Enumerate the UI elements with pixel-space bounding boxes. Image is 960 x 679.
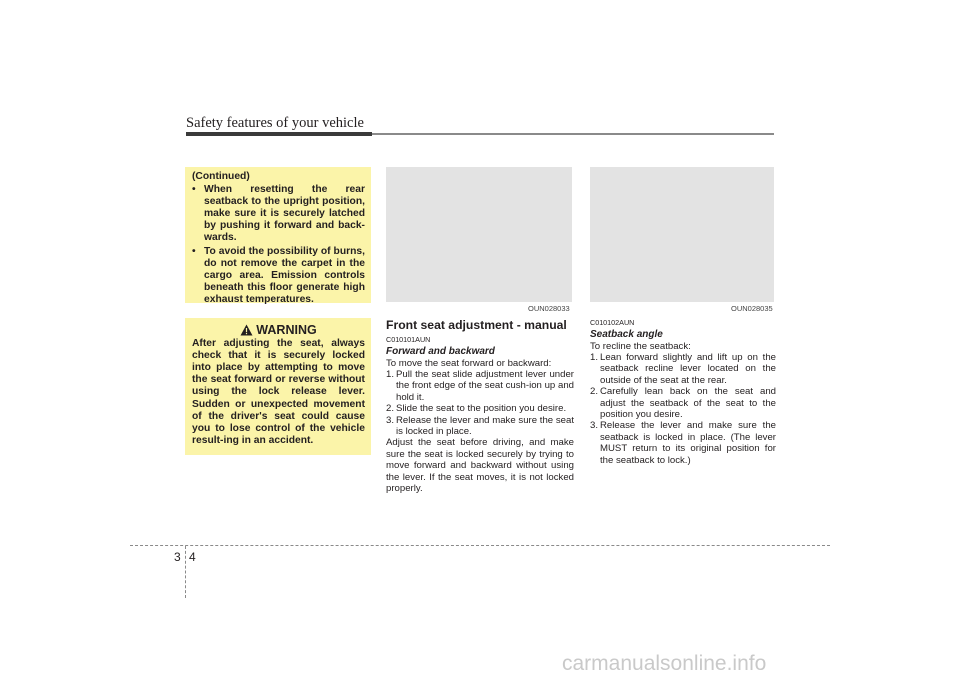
subheading: Seatback angle <box>590 329 663 340</box>
list-item <box>590 352 776 386</box>
list-text: Release the lever and make sure the seat is locked in place. <box>396 414 574 437</box>
continued-bullet-text: To avoid the possibility of burns, do not remove the carpet in the cargo area. Emission controls beneath this floor generate high exhaust temperatures. <box>204 245 365 305</box>
list-number: 2. <box>590 386 599 398</box>
section-code: C010101AUN <box>386 335 431 344</box>
list-item <box>386 415 574 438</box>
outro-paragraph: Adjust the seat before driving, and make sure the seat is locked securely by trying to move forward and backward without using the lever. If the seat moves, it is not locked properly. <box>386 437 574 494</box>
list-item <box>590 420 776 466</box>
header-rule-light <box>372 133 774 135</box>
intro-text: To recline the seatback: <box>590 340 691 352</box>
bullet-dot-icon: • <box>192 245 196 257</box>
front-seat-section <box>386 318 574 494</box>
list-number: 1. <box>590 351 599 363</box>
list-number: 3. <box>386 414 395 426</box>
page-header-title: Safety features of your vehicle <box>186 115 364 131</box>
warning-box <box>185 318 371 455</box>
list-number: 2. <box>386 403 395 415</box>
watermark: carmanualsonline.info <box>562 652 767 675</box>
figure-code: OUN028033 <box>528 304 570 313</box>
figure-front-seat-slide-image <box>386 167 572 302</box>
bullet-dot-icon: • <box>192 184 196 196</box>
continued-bullet <box>192 184 365 244</box>
subheading: Forward and backward <box>386 346 495 357</box>
chapter-number: 3 <box>174 550 181 564</box>
figure-seatback-recline-image <box>590 167 774 302</box>
continued-heading: (Continued) <box>192 171 250 182</box>
footer-divider <box>185 546 186 598</box>
continued-caution-box <box>185 167 371 303</box>
list-text: Slide the seat to the position you desire. <box>396 403 567 415</box>
page-number: 4 <box>189 550 196 564</box>
list-text: Release the lever and make sure the seatback is locked in place. (The lever MUST return to its original position for the seatback to lock.) <box>600 420 776 466</box>
list-item <box>590 386 776 420</box>
list-text: Pull the seat slide adjustment lever under the front edge of the seat cush-ion up and hold it. <box>396 368 574 403</box>
continued-bullet-text: When resetting the rear seatback to the upright position, make sure it is securely latched by pushing it forward and back-wards. <box>204 184 365 244</box>
list-text: Carefully lean back on the seat and adjust the seatback of the seat to the position you desire. <box>600 386 776 420</box>
continued-bullet <box>192 246 365 306</box>
warning-header <box>192 324 365 336</box>
section-title: Front seat adjustment - manual <box>386 318 567 332</box>
intro-text: To move the seat forward or backward: <box>386 357 552 369</box>
list-text: Lean forward slightly and lift up on the seatback recline lever located on the outside of the seat at the rear. <box>600 351 776 386</box>
section-code: C010102AUN <box>590 318 635 327</box>
list-item <box>386 369 574 403</box>
list-item <box>386 403 574 414</box>
footer-rule <box>130 545 830 546</box>
warning-triangle-icon <box>240 324 253 336</box>
list-number: 1. <box>386 368 395 380</box>
list-number: 3. <box>590 420 599 432</box>
seatback-section <box>590 318 776 466</box>
header-rule-dark <box>186 132 372 136</box>
figure-code: OUN028035 <box>731 304 773 313</box>
warning-title: WARNING <box>256 323 317 337</box>
warning-text: After adjusting the seat, always check that it is securely locked into place by attempting to move the seat forward or reverse without using the lock release lever. Sudden or unexpected movement of the driver's seat could cause you to lose control of the vehicle result-ing in an accident. <box>192 338 365 446</box>
